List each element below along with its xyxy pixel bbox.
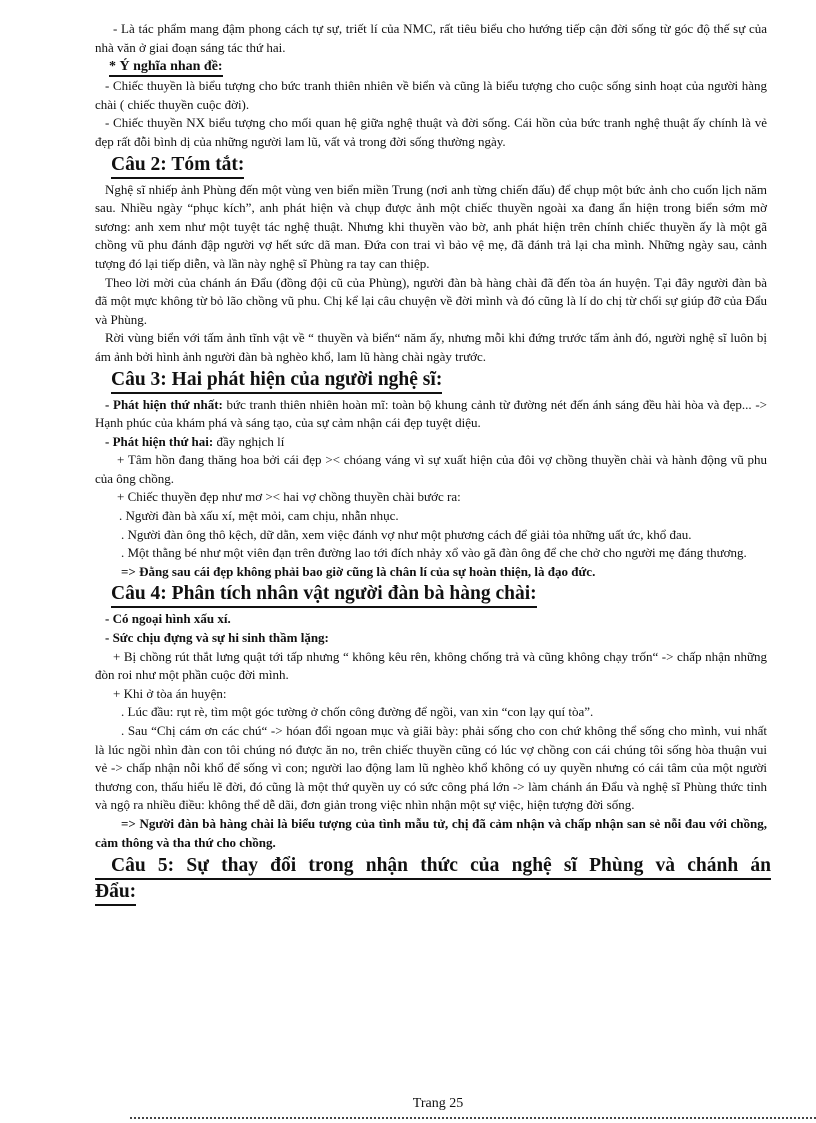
cau3-plus-2: + Chiếc thuyền đẹp như mơ >< hai vợ chồng thuyền chài bước ra: — [117, 489, 461, 505]
cau2-paragraph-2: Theo lời mời của chánh án Đẩu (đồng đội cũ của Phùng), người đàn bà hàng chài đã đến tòa án huyện. Tại đây người đàn bà đã một mực không từ bỏ lão chồng vũ phu. Chị kể lại câu chuyện về đời mình và đó cũng là lí do chị từ chối sự giúp đỡ của Đẩu và Phùng. — [95, 274, 767, 327]
page-content — [95, 20, 771, 906]
cau5-heading — [95, 854, 771, 906]
cau3-dot-3: . Một thằng bé như một viên đạn trên đường lao tới đích nhảy xổ vào gã đàn ông để che chở cho người mẹ đáng thương. — [121, 545, 747, 561]
intro-paragraph-1: - Là tác phẩm mang đậm phong cách tự sự, triết lí của NMC, rất tiêu biểu cho hướng tiếp cận đời sống từ góc độ thế sự của nhà văn ở giai đoạn sáng tác thứ hai. — [95, 21, 767, 55]
cau3-dot-1: . Người đàn bà xấu xí, mệt mỏi, cam chịu, nhẫn nhục. — [119, 508, 399, 524]
title-meaning-heading: * Ý nghĩa nhan đề: — [109, 58, 223, 77]
cau3-heading-row — [95, 367, 767, 396]
cau3-second-text: đầy nghịch lí — [213, 433, 285, 449]
intro-paragraph-3: - Chiếc thuyền NX biểu tượng cho mối quan hệ giữa nghệ thuật và đời sống. Cái hồn của bức tranh nghệ thuật ấy chính là vẻ đẹp rất đỗi bình dị của những người lam lũ, vất vả trong đời sống thường ngày. — [95, 115, 767, 149]
cau3-plus-1: + Tâm hồn đang thăng hoa bởi cái đẹp >< chóang váng vì sự xuất hiện của đôi vợ chồng thuyền chài và hành động vũ phu của ông chồng. — [95, 452, 767, 486]
cau4-heading: Câu 4: Phân tích nhân vật người đàn bà hàng chài: — [111, 582, 537, 608]
cau4-heading-row — [95, 581, 767, 610]
cau4-line-1: - Có ngoại hình xấu xí. — [105, 611, 231, 627]
cau3-second-finding — [95, 433, 767, 452]
cau3-first-finding — [95, 396, 767, 433]
cau2-heading-row — [95, 152, 767, 181]
footer-dotted-rule — [130, 1117, 816, 1119]
page-footer — [0, 1096, 816, 1112]
cau2-heading: Câu 2: Tóm tắt: — [111, 153, 244, 179]
cau4-dot-2: . Sau “Chị cám ơn các chú“ -> hóan đổi ngoan mục và giãi bày: phải sống cho con chứ không thể sống cho mình, vui nhất là lúc ngồi nhìn đàn con tôi chúng nó được ăn no, trên chiếc thuyền cũng có lúc vợ chồng con cái chúng tôi sống hòa thuận vui vẻ -> chấp nhận nỗi khổ để sống vì con; người lao động lam lũ nghèo khổ không có uy quyền nhưng có cái tâm của một người thương con, thấu hiểu lẽ đời, đó cũng là một thứ quyền uy có sức công phá lớn -> làm chánh án Đẩu và nghệ sĩ Phùng thức tỉnh và ngộ ra nhiều điều: không thể dễ dãi, đơn giản trong việc nhìn nhận một sự việc, hiện tượng đời sống. — [95, 723, 767, 813]
page-number: Trang 25 — [412, 1096, 464, 1111]
cau3-second-label: - Phát hiện thứ hai: — [105, 433, 214, 449]
cau3-first-text: bức tranh thiên nhiên hoàn mĩ: toàn bộ khung cảnh từ đường nét đến ánh sáng đều hài hòa và đẹp... -> Hạnh phúc của khám phá và sáng tạo, của sự cảm nhận cái đẹp tuyệt diệu. — [95, 396, 767, 431]
intro-paragraph-2: - Chiếc thuyền là biểu tượng cho bức tranh thiên nhiên về biển và cũng là biểu tượng cho cuộc sống sinh hoạt của người hàng chài ( chiếc thuyền cuộc đời). — [95, 78, 767, 112]
title-meaning-heading-row — [95, 57, 767, 77]
cau4-plus-2: + Khi ở tòa án huyện: — [113, 685, 227, 701]
cau5-heading-line-2: Đẩu: — [95, 880, 136, 906]
cau3-conclusion: => Đằng sau cái đẹp không phải bao giờ cũng là chân lí của sự hoàn thiện, là đạo đức. — [121, 563, 596, 579]
cau3-first-label: - Phát hiện thứ nhất: — [105, 396, 223, 412]
cau5-heading-line-1: Câu 5: Sự thay đổi trong nhận thức của nghệ sĩ Phùng và chánh án — [95, 854, 771, 880]
cau4-conclusion: => Người đàn bà hàng chài là biểu tượng của tình mẫu tử, chị đã cảm nhận và chấp nhận san sẻ nỗi đau với chồng, cảm thông và tha thứ cho chồng. — [95, 815, 767, 850]
cau3-dot-2: . Người đàn ông thô kệch, dữ dằn, xem việc đánh vợ như một phương cách để giải tỏa những uất ức, khổ đau. — [121, 526, 692, 542]
cau4-dot-1: . Lúc đầu: rụt rè, tìm một góc tường ở chốn công đường để ngồi, van xin “con lạy quí tòa”. — [121, 704, 594, 720]
cau4-plus-1: + Bị chồng rút thắt lưng quật tới tấp nhưng “ không kêu rên, không chống trả và cũng không chạy trốn“ -> chấp nhận những đòn roi như một phần cuộc đời mình. — [95, 648, 767, 683]
cau3-heading: Câu 3: Hai phát hiện của người nghệ sĩ: — [111, 368, 442, 394]
cau2-paragraph-1: Nghệ sĩ nhiếp ảnh Phùng đến một vùng ven biển miền Trung (nơi anh từng chiến đấu) để chụp một bức ảnh cho cuốn lịch năm sau. Nhiều ngày “phục kích”, anh phát hiện và chụp được ảnh một chiếc thuyền ngoài xa đang ẩn hiện trong biển sớm mờ sương: anh xem như một tuyệt tác nghệ thuật. Nhưng khi thuyền vào bờ, anh phát hiện trên chính chiếc thuyền ấy là một gã chồng vũ phu đánh đập người vợ hết sức dã man. Đứa con trai vì bảo vệ mẹ, đã đánh trả lại cha mình. Những ngày sau, cảnh tượng đó lại tiếp diễn, và lần này nghệ sĩ Phùng ra tay can thiệp. — [95, 181, 767, 271]
cau2-paragraph-3: Rời vùng biển với tấm ảnh tĩnh vật về “ thuyền và biển“ năm ấy, nhưng mỗi khi đứng trước tấm ảnh đó, người nghệ sĩ luôn bị ám ảnh bởi hình ảnh người đàn bà nghèo khổ, lam lũ hàng chài ngày trước. — [95, 330, 767, 364]
cau4-line-2: - Sức chịu đựng và sự hi sinh thầm lặng: — [105, 630, 329, 646]
